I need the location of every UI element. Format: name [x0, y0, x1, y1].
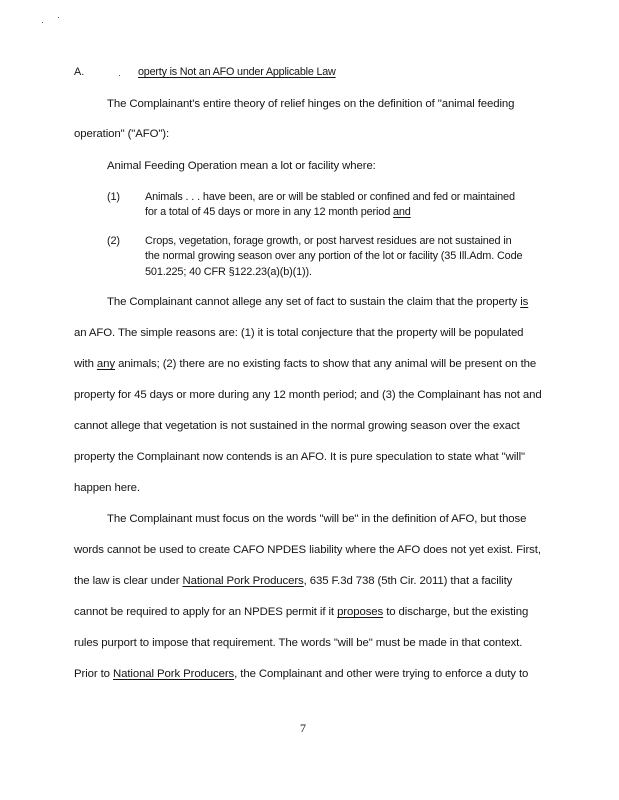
- scan-speck: [42, 22, 43, 23]
- emphasis-and: and: [392, 206, 411, 218]
- section-letter: A.: [74, 66, 85, 78]
- paragraph-line: [74, 575, 512, 587]
- text: to discharge, but the existing: [383, 606, 529, 618]
- paragraph-line: [74, 668, 528, 680]
- emphasis-is: is: [520, 296, 529, 308]
- list-item-line: Crops, vegetation, forage growth, or post harvest residues are not sustained in: [145, 235, 512, 247]
- text: , the Complainant and other were trying to enforce a duty to: [234, 668, 529, 680]
- paragraph-line: happen here.: [74, 482, 140, 494]
- list-item-line: 501.225; 40 CFR §122.23(a)(b)(1)).: [145, 266, 312, 278]
- case-citation: National Pork Producers: [182, 575, 304, 587]
- text: Prior to: [74, 668, 113, 680]
- text: the law is clear under: [74, 575, 183, 587]
- paragraph-line: an AFO. The simple reasons are: (1) it is total conjecture that the property will be populated: [74, 327, 524, 339]
- paragraph-line: [74, 606, 528, 618]
- list-number: (1): [107, 191, 120, 203]
- paragraph-line: [107, 296, 528, 308]
- list-item-line: the normal growing season over any portion of the lot or facility (35 Ill.Adm. Code: [145, 250, 523, 262]
- section-heading: operty is Not an AFO under Applicable Law: [138, 66, 336, 78]
- text: for a total of 45 days or more in any 12 month period: [145, 206, 393, 218]
- paragraph-line: rules purport to impose that requirement. The words "will be" must be made in that context.: [74, 637, 523, 649]
- list-item-line: [145, 206, 411, 218]
- paragraph-line: words cannot be used to create CAFO NPDES liability where the AFO does not yet exist. First,: [74, 544, 541, 556]
- text: , 635 F.3d 738 (5th Cir. 2011) that a facility: [303, 575, 513, 587]
- list-item-line: Animals . . . have been, are or will be stabled or confined and fed or maintained: [145, 191, 515, 203]
- paragraph-line: cannot allege that vegetation is not sustained in the normal growing season over the exact: [74, 420, 520, 432]
- page-number: 7: [300, 721, 306, 735]
- paragraph-line: property the Complainant now contends is an AFO. It is pure speculation to state what "will": [74, 451, 525, 463]
- list-number: (2): [107, 235, 120, 247]
- paragraph-line: The Complainant must focus on the words "will be" in the definition of AFO, but those: [107, 513, 527, 525]
- emphasis-proposes: proposes: [337, 606, 384, 618]
- paragraph-line: The Complainant's entire theory of relief hinges on the definition of "animal feeding: [107, 98, 515, 110]
- paragraph-line: [74, 358, 536, 370]
- scan-speck: [119, 75, 120, 76]
- paragraph-line: property for 45 days or more during any 12 month period; and (3) the Complainant has not and: [74, 389, 542, 401]
- case-citation: National Pork Producers: [112, 668, 235, 680]
- emphasis-any: any: [96, 358, 115, 370]
- text: with: [74, 358, 97, 370]
- text: The Complainant cannot allege any set of fact to sustain the claim that the property: [107, 296, 521, 308]
- definition-intro: Animal Feeding Operation mean a lot or facility where:: [107, 160, 376, 172]
- paragraph-line: operation" ("AFO"):: [74, 128, 170, 140]
- text: cannot be required to apply for an NPDES permit if it: [74, 606, 338, 618]
- scan-speck: [58, 17, 59, 18]
- text: animals; (2) there are no existing facts to show that any animal will be present on the: [115, 358, 537, 370]
